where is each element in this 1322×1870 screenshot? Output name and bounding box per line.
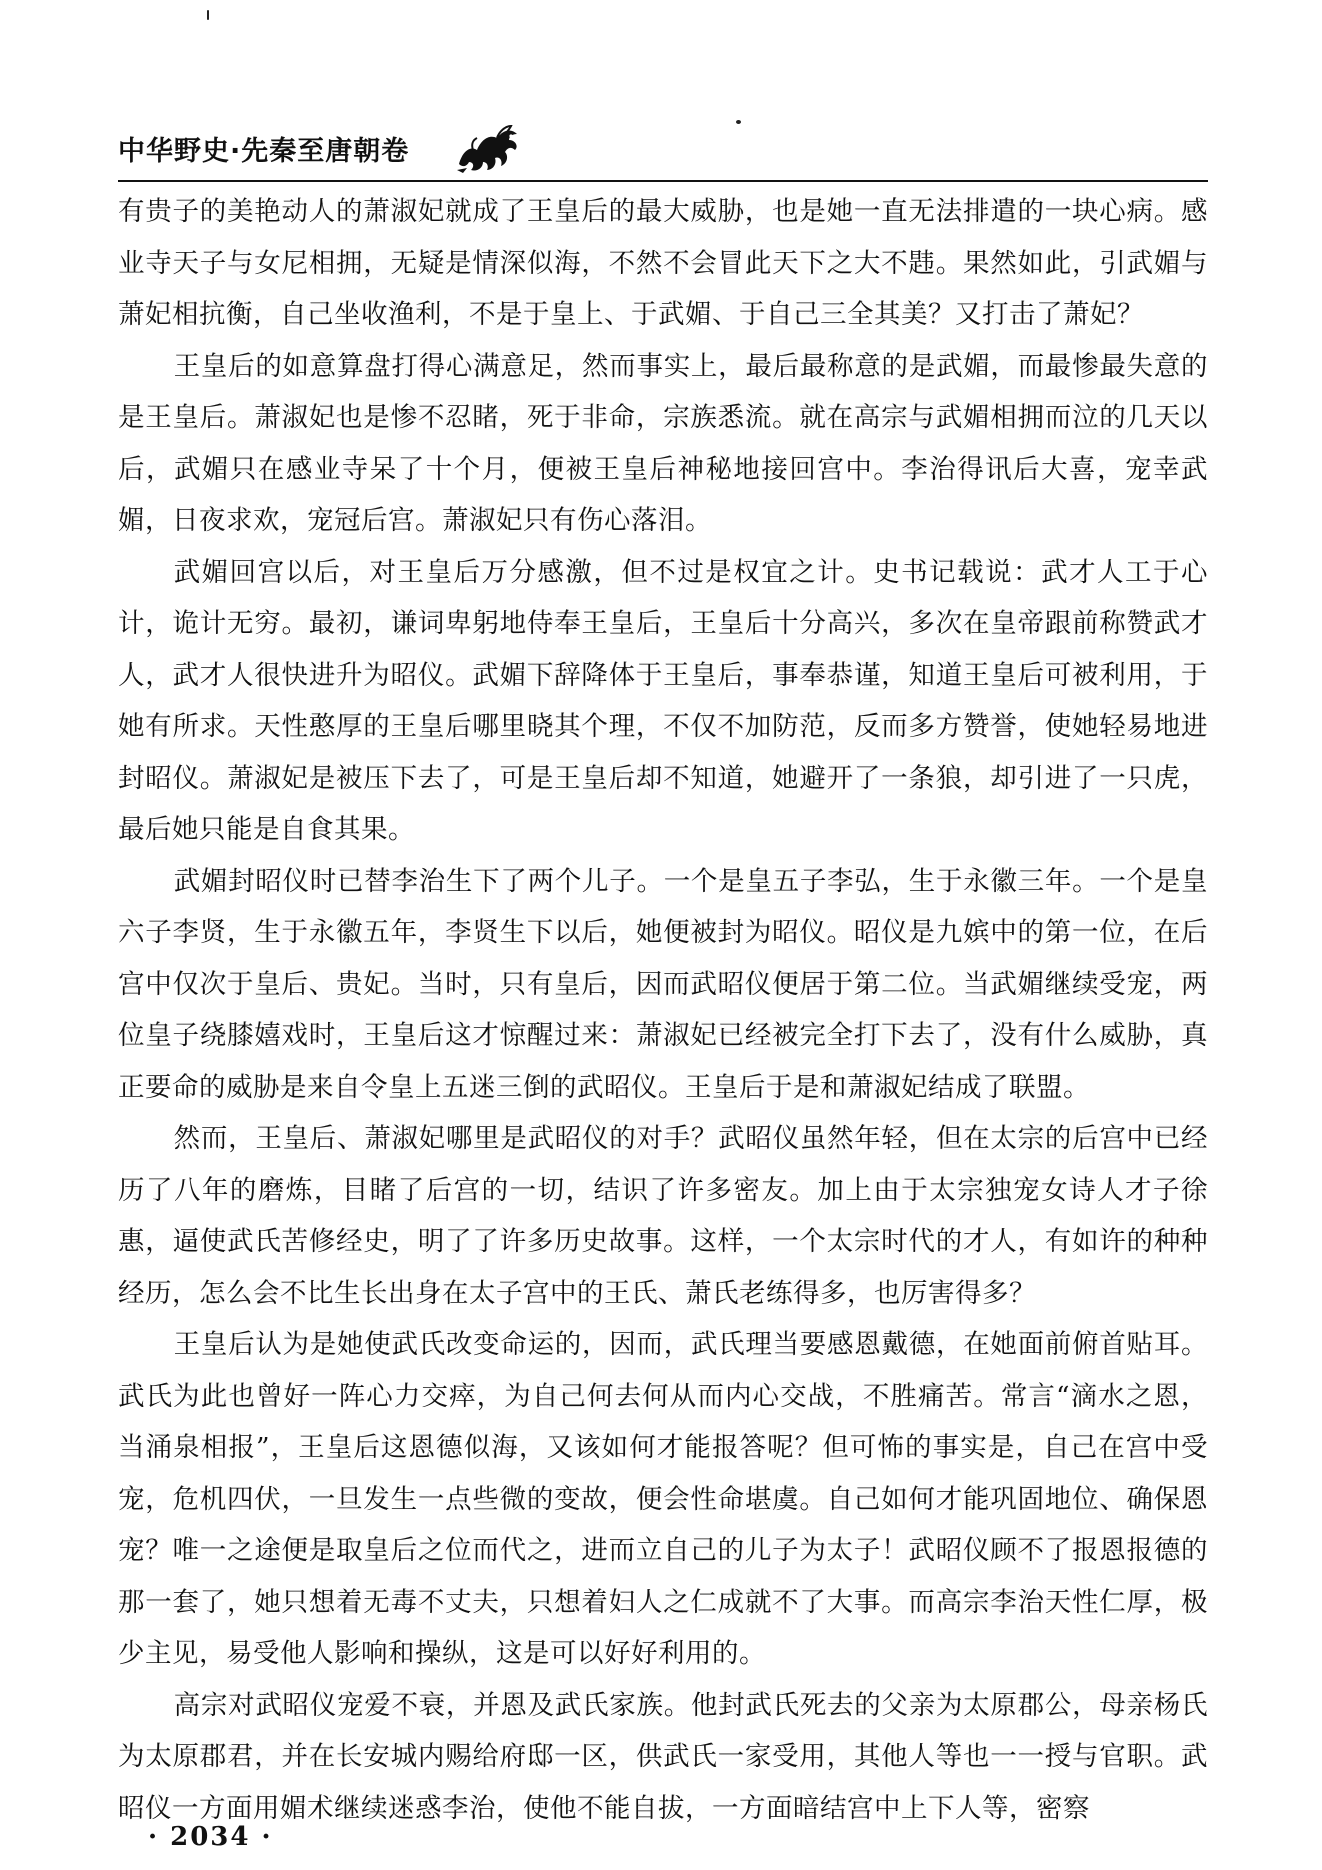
running-header: [118, 122, 525, 174]
dragon-icon: [453, 120, 525, 176]
page-number: · 2034 ·: [148, 1822, 273, 1852]
paragraph: 有贵子的美艳动人的萧淑妃就成了王皇后的最大威胁，也是她一直无法排遣的一块心病。感业寺天子与女尼相拥，无疑是情深似海，不然不会冒此天下之大不韪。果然如此，引武媚与萧妃相抗衡，自己坐收渔利，不是于皇上、于武媚、于自己三全其美？又打击了萧妃？: [118, 196, 1208, 330]
body-text: [118, 186, 1208, 1834]
header-title: 中华野史·先秦至唐朝卷: [118, 135, 410, 167]
paragraph: 高宗对武昭仪宠爱不衰，并恩及武氏家族。他封武氏死去的父亲为太原郡公，母亲杨氏为太原郡君，并在长安城内赐给府邸一区，供武氏一家受用，其他人等也一一授与官职。武昭仪一方面用媚术继续迷惑李治，使他不能自拔，一方面暗结宫中上下人等，密察: [118, 1689, 1208, 1824]
paragraph: 王皇后认为是她使武氏改变命运的，因而，武氏理当要感恩戴德，在她面前俯首贴耳。武氏为此也曾好一阵心力交瘁，为自己何去何从而内心交战，不胜痛苦。常言“滴水之恩，当涌泉相报”，王皇后这恩德似海，又该如何才能报答呢？但可怖的事实是，自己在宫中受宠，危机四伏，一旦发生一点些微的变故，便会性命堪虞。自己如何才能巩固地位、确保恩宠？唯一之途便是取皇后之位而代之，进而立自己的儿子为太子！武昭仪顾不了报恩报德的那一套了，她只想着无毒不丈夫，只想着妇人之仁成就不了大事。而高宗李治天性仁厚，极少主见，易受他人影响和操纵，这是可以好好利用的。: [118, 1329, 1208, 1669]
paragraph: 武媚封昭仪时已替李治生下了两个儿子。一个是皇五子李弘，生于永徽三年。一个是皇六子李贤，生于永徽五年，李贤生下以后，她便被封为昭仪。昭仪是九嫔中的第一位，在后宫中仅次于皇后、贵妃。当时，只有皇后，因而武昭仪便居于第二位。当武媚继续受宠，两位皇子绕膝嬉戏时，王皇后这才惊醒过来：萧淑妃已经被完全打下去了，没有什么威胁，真正要命的威胁是来自令皇上五迷三倒的武昭仪。王皇后于是和萧淑妃结成了联盟。: [118, 865, 1208, 1103]
paragraph: 王皇后的如意算盘打得心满意足，然而事实上，最后最称意的是武媚，而最惨最失意的是王皇后。萧淑妃也是惨不忍睹，死于非命，宗族悉流。就在高宗与武媚相拥而泣的几天以后，武媚只在感业寺呆了十个月，便被王皇后神秘地接回宫中。李治得讯后大喜，宠幸武媚，日夜求欢，宠冠后宫。萧淑妃只有伤心落泪。: [118, 350, 1208, 536]
print-speck: [736, 120, 741, 124]
paragraph: 武媚回宫以后，对王皇后万分感激，但不过是权宜之计。史书记载说：武才人工于心计，诡计无穷。最初，谦词卑躬地侍奉王皇后，王皇后十分高兴，多次在皇帝跟前称赞武才人，武才人很快进升为昭仪。武媚下辞降体于王皇后，事奉恭谨，知道王皇后可被利用，于她有所求。天性憨厚的王皇后哪里晓其个理，不仅不加防范，反而多方赞誉，使她轻易地进封昭仪。萧淑妃是被压下去了，可是王皇后却不知道，她避开了一条狼，却引进了一只虎，最后她只能是自食其果。: [118, 556, 1208, 845]
print-speck: [207, 10, 209, 20]
paragraph: 然而，王皇后、萧淑妃哪里是武昭仪的对手？武昭仪虽然年轻，但在太宗的后宫中已经历了八年的磨炼，目睹了后宫的一切，结识了许多密友。加上由于太宗独宠女诗人才子徐惠，逼使武氏苦修经史，明了了许多历史故事。这样，一个太宗时代的才人，有如许的种种经历，怎么会不比生长出身在太子宫中的王氏、萧氏老练得多，也厉害得多？: [118, 1123, 1208, 1309]
header-rule: [118, 180, 1208, 182]
